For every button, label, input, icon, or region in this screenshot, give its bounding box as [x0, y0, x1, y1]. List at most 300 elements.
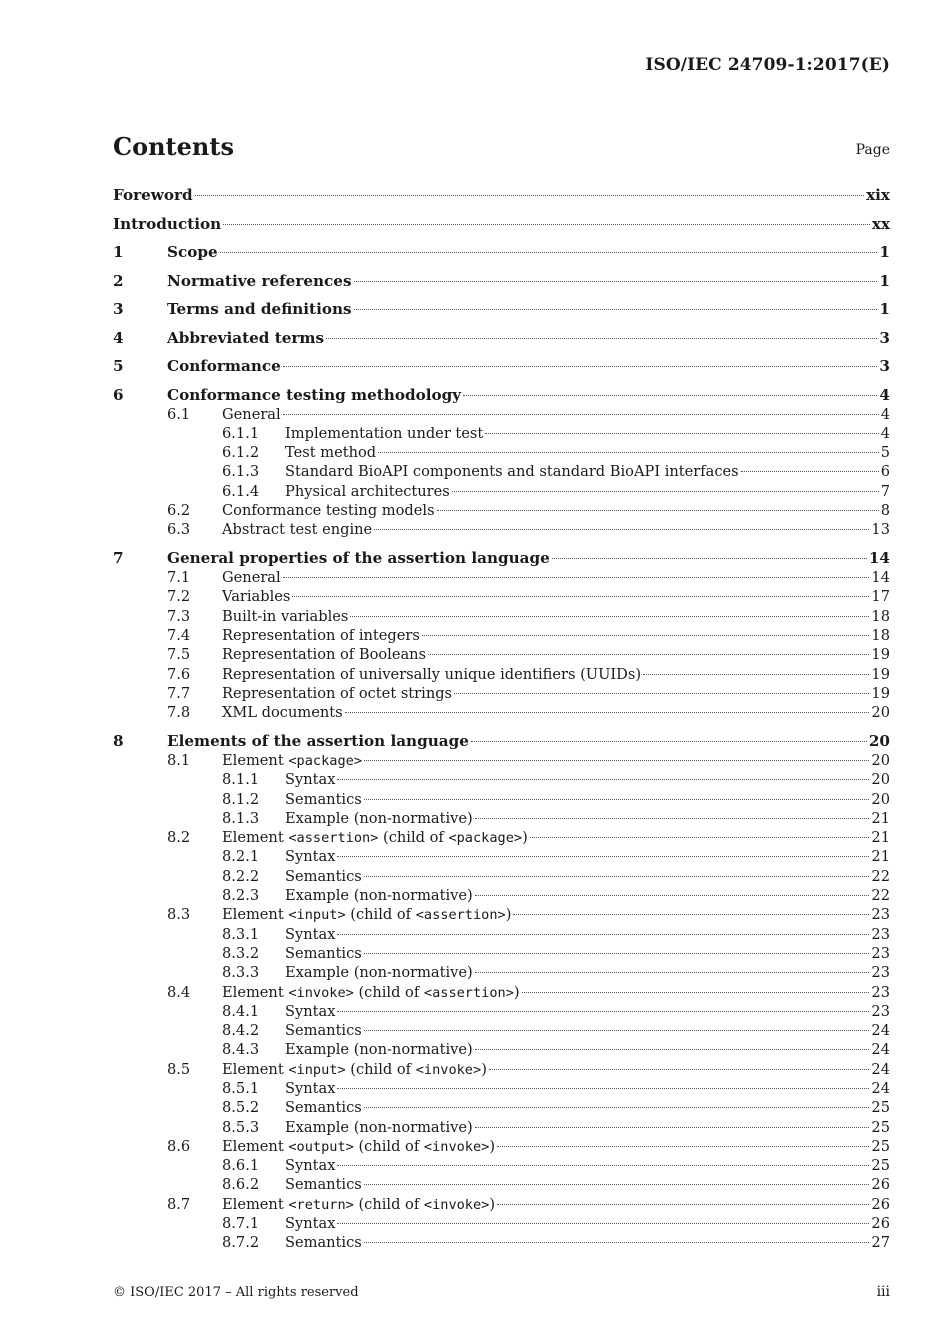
toc-entry[interactable]	[113, 1098, 890, 1117]
toc-entry-line	[167, 242, 890, 262]
toc-entry-page: 22	[871, 887, 890, 905]
toc-entry-page: 25	[871, 1099, 890, 1117]
toc-entry-title: Foreword	[113, 186, 193, 204]
toc-entry-line	[222, 501, 890, 520]
contents-heading: Contents	[113, 132, 234, 161]
toc-entry-line	[222, 520, 890, 539]
toc-entry-number: 8.6	[167, 1137, 191, 1155]
toc-entry-page: 21	[871, 848, 890, 866]
toc-entry-line	[285, 1079, 890, 1098]
code-element-name: <invoke>	[423, 1196, 490, 1213]
toc-entry[interactable]	[113, 299, 890, 319]
toc-entry-number: 8.5.2	[222, 1099, 260, 1117]
toc-entry[interactable]	[113, 520, 890, 539]
toc-entry-number: 8.2.2	[222, 867, 260, 885]
toc-entry-title: XML documents	[222, 704, 343, 722]
toc-entry[interactable]	[113, 665, 890, 684]
toc-title-text: (child of	[378, 829, 449, 847]
toc-entry-page: 14	[871, 569, 890, 587]
toc-entry-line	[285, 443, 890, 462]
toc-title-text: )	[522, 829, 528, 847]
toc-title-text: (child of	[353, 1195, 424, 1213]
toc-entry-number: 8.1.1	[222, 771, 260, 789]
toc-entry-number: 8	[113, 731, 124, 750]
toc-entry-title: General properties of the assertion language	[167, 549, 550, 568]
toc-entry-page: 23	[871, 964, 890, 982]
toc-entry[interactable]	[113, 482, 890, 501]
toc-entry-page: 19	[871, 646, 890, 664]
dot-leader	[364, 760, 869, 761]
toc-entry-title: Conformance testing models	[222, 501, 435, 519]
toc-title-text: (child of	[345, 1060, 416, 1078]
toc-title-text: Element	[222, 1137, 289, 1155]
toc-entry-title: Example (non-normative)	[285, 964, 473, 982]
toc-entry[interactable]	[113, 1156, 890, 1175]
dot-leader	[374, 529, 869, 530]
toc-entry-line	[285, 790, 890, 809]
copyright-notice: © ISO/IEC 2017 – All rights reserved	[113, 1285, 359, 1300]
toc-entry-number: 8.7.2	[222, 1234, 260, 1252]
toc-entry-page: 4	[880, 424, 890, 442]
toc-entry-line	[285, 944, 890, 963]
dot-leader	[345, 712, 870, 713]
toc-entry-line	[285, 770, 890, 789]
toc-title-text: )	[489, 1195, 496, 1213]
dot-leader	[364, 1107, 870, 1108]
toc-entry-number: 3	[113, 300, 124, 318]
toc-entry-line	[285, 424, 890, 443]
toc-entry-line	[222, 587, 890, 606]
toc-title-text: (child of	[345, 906, 416, 924]
dot-leader	[513, 914, 869, 915]
toc-entry-page: 20	[868, 731, 890, 750]
toc-entry-line	[285, 1040, 890, 1059]
toc-entry-number: 7.2	[167, 588, 191, 606]
toc-entry-title: Physical architectures	[285, 482, 450, 500]
toc-entry[interactable]	[113, 925, 890, 944]
toc-entry-page: 21	[871, 809, 890, 827]
toc-entry-number: 8.4	[167, 983, 191, 1001]
page-column-label: Page	[855, 142, 890, 158]
toc-entry-number: 8.3.3	[222, 964, 260, 982]
toc-entry[interactable]	[113, 770, 890, 789]
dot-leader	[497, 1146, 869, 1147]
toc-entry-title: General	[222, 405, 281, 423]
toc-entry[interactable]	[113, 905, 890, 924]
dot-leader	[223, 224, 870, 225]
toc-entry[interactable]	[113, 1233, 890, 1252]
toc-entry[interactable]	[113, 1118, 890, 1137]
dot-leader	[337, 856, 869, 857]
toc-entry[interactable]	[113, 1079, 890, 1098]
toc-entry[interactable]	[113, 443, 890, 462]
dot-leader	[364, 799, 870, 800]
toc-entry[interactable]	[113, 424, 890, 443]
toc-entry-line	[167, 328, 890, 348]
toc-entry-number: 7.5	[167, 646, 191, 664]
toc-entry-page: 23	[871, 925, 890, 943]
dot-leader	[354, 281, 878, 282]
toc-entry-title: Representation of Booleans	[222, 646, 427, 664]
toc-entry-line	[167, 299, 890, 319]
dot-leader	[471, 741, 867, 742]
toc-title-text: Element	[222, 1195, 289, 1213]
toc-entry-page: 8	[880, 501, 890, 519]
toc-entry-line	[222, 684, 890, 703]
dot-leader	[475, 972, 870, 973]
toc-entry-title: Abbreviated terms	[167, 328, 325, 347]
toc-entry-number: 8.2.1	[222, 848, 260, 866]
toc-entry-number: 8.3.2	[222, 944, 260, 962]
toc-entry-page: 6	[880, 463, 890, 481]
dot-leader	[326, 338, 877, 339]
toc-entry-page: 18	[871, 607, 890, 625]
dot-leader	[337, 1223, 869, 1224]
toc-entry-title: Abstract test engine	[222, 521, 373, 539]
dot-leader	[489, 1069, 870, 1070]
dot-leader	[337, 1011, 869, 1012]
toc-entry-title	[222, 983, 520, 1003]
toc-entry-page: 5	[880, 444, 890, 462]
toc-title-text: )	[513, 983, 520, 1001]
toc-entry-number: 8.5.1	[222, 1080, 260, 1097]
dot-leader	[337, 1165, 869, 1166]
code-element-name: <assertion>	[288, 830, 379, 847]
toc-entry-title: Example (non-normative)	[285, 1041, 473, 1059]
toc-entry-line	[167, 731, 890, 751]
toc-entry-line	[285, 1214, 890, 1233]
toc-entry-title: Syntax	[285, 925, 336, 943]
toc-entry-page: 27	[871, 1234, 890, 1252]
code-element-name: <package>	[288, 752, 363, 769]
toc-entry-number: 5	[113, 357, 124, 375]
dot-leader	[364, 953, 870, 954]
toc-entry-title	[222, 905, 511, 925]
toc-entry[interactable]	[113, 626, 890, 645]
code-element-name: <package>	[448, 830, 523, 847]
toc-entry[interactable]	[113, 185, 890, 205]
toc-entry-line	[222, 905, 890, 925]
toc-entry-title: Example (non-normative)	[285, 887, 473, 905]
toc-entry[interactable]	[113, 944, 890, 963]
toc-entry-title: Scope	[167, 243, 218, 261]
code-element-name: <invoke>	[423, 1138, 490, 1155]
toc-entry-page: 26	[871, 1215, 890, 1233]
toc-entry[interactable]	[113, 1137, 890, 1156]
toc-entry-page: xx	[871, 214, 890, 233]
toc-entry-number: 2	[113, 271, 124, 290]
toc-entry-number: 8.2.3	[222, 887, 260, 905]
toc-entry-line	[285, 963, 890, 982]
toc-entry[interactable]	[113, 271, 890, 291]
toc-entry[interactable]	[113, 1060, 890, 1079]
toc-entry[interactable]	[113, 983, 890, 1002]
toc-entry-number: 6.1.4	[222, 482, 260, 500]
toc-entry-number: 1	[113, 243, 124, 261]
page-number: iii	[876, 1284, 890, 1300]
toc-entry[interactable]	[113, 214, 890, 234]
dot-leader	[337, 779, 869, 780]
dot-leader	[741, 471, 879, 472]
toc-entry-title: Semantics	[285, 1099, 362, 1117]
dot-leader	[364, 1030, 870, 1031]
document-id: ISO/IEC 24709-1:2017(E)	[645, 55, 890, 75]
toc-entry-line	[167, 271, 890, 291]
toc-entry[interactable]	[113, 568, 890, 587]
toc-entry-number: 6	[113, 385, 124, 404]
toc-entry[interactable]	[113, 1002, 890, 1021]
toc-entry-line	[222, 665, 890, 684]
dot-leader	[292, 596, 869, 597]
toc-entry-page: 23	[871, 1002, 890, 1020]
toc-title-text: Element	[222, 906, 289, 924]
toc-entry-page: 19	[871, 665, 890, 683]
toc-entry-page: 14	[868, 549, 890, 568]
dot-leader	[475, 1049, 870, 1050]
toc-entry-title	[222, 1195, 495, 1215]
toc-entry-line	[285, 1233, 890, 1252]
dot-leader	[475, 1127, 870, 1128]
dot-leader	[283, 366, 878, 367]
toc-entry-line	[285, 482, 890, 501]
dot-leader	[364, 1242, 870, 1243]
toc-entry-title: Representation of octet strings	[222, 684, 453, 702]
toc-entry-page: 19	[871, 684, 890, 702]
toc-entry[interactable]	[113, 963, 890, 982]
dot-leader	[485, 433, 878, 434]
toc-entry-number: 8.1	[167, 751, 191, 769]
toc-entry-page: 23	[871, 944, 890, 962]
toc-entry[interactable]	[113, 867, 890, 886]
toc-entry-line	[167, 385, 890, 405]
toc-entry[interactable]	[113, 828, 890, 847]
toc-entry-number: 6.3	[167, 521, 191, 539]
dot-leader	[437, 510, 879, 511]
toc-entry-line	[222, 828, 890, 848]
toc-entry-title: General	[222, 569, 281, 587]
dot-leader	[195, 195, 865, 196]
dot-leader	[283, 414, 879, 415]
code-element-name: <output>	[288, 1138, 354, 1155]
toc-entry-number: 8.7.1	[222, 1215, 260, 1233]
toc-entry-number: 8.5	[167, 1060, 191, 1078]
toc-entry-line	[222, 607, 890, 626]
toc-entry[interactable]	[113, 1021, 890, 1040]
toc-entry-title: Elements of the assertion language	[167, 731, 469, 750]
dot-leader	[364, 1184, 870, 1185]
toc-entry-page: 22	[871, 867, 890, 885]
toc-entry-page: 20	[871, 704, 890, 722]
toc-entry-line	[222, 983, 890, 1003]
toc-entry-line	[285, 1098, 890, 1117]
dot-leader	[283, 577, 870, 578]
dot-leader	[350, 616, 869, 617]
toc-entry[interactable]	[113, 809, 890, 828]
toc-title-text: Element	[222, 983, 289, 1001]
toc-entry-title	[222, 1060, 487, 1080]
toc-title-text: Element	[222, 829, 289, 847]
dot-leader	[552, 558, 867, 559]
toc-entry-line	[113, 185, 890, 205]
toc-entry-title: Syntax	[285, 771, 336, 789]
toc-entry[interactable]	[113, 886, 890, 905]
toc-entry[interactable]	[113, 1040, 890, 1059]
toc-entry-title: Test method	[285, 444, 377, 462]
toc-entry-page: 23	[871, 906, 890, 924]
dot-leader	[530, 837, 870, 838]
toc-entry[interactable]	[113, 501, 890, 520]
toc-entry[interactable]	[113, 751, 890, 770]
toc-entry-number: 7.8	[167, 704, 191, 722]
toc-entry-line	[222, 645, 890, 664]
toc-entry-title: Semantics	[285, 1234, 362, 1252]
toc-entry-title: Syntax	[285, 848, 336, 866]
toc-entry[interactable]	[113, 645, 890, 664]
toc-title-text: Element	[222, 751, 289, 769]
toc-entry-title: Syntax	[285, 1215, 336, 1233]
toc-entry-title: Implementation under test	[285, 424, 484, 442]
code-element-name: <input>	[288, 1061, 346, 1078]
toc-entry-title: Syntax	[285, 1002, 336, 1020]
toc-entry[interactable]	[113, 462, 890, 481]
toc-entry-title: Normative references	[167, 271, 352, 290]
toc-entry[interactable]	[113, 1195, 890, 1214]
toc-entry-title: Standard BioAPI components and standard BioAPI interfaces	[285, 463, 739, 481]
toc-entry[interactable]	[113, 242, 890, 262]
toc-entry-page: 23	[871, 983, 890, 1001]
toc-entry[interactable]	[113, 703, 890, 722]
toc-entry-title: Syntax	[285, 1080, 336, 1097]
toc-entry-number: 6.1.2	[222, 444, 260, 462]
toc-entry-number: 8.5.3	[222, 1118, 260, 1136]
toc-entry-number: 8.6.1	[222, 1157, 260, 1175]
toc-entry-title	[222, 1137, 495, 1157]
dot-leader	[643, 674, 869, 675]
toc-entry-title	[222, 828, 528, 848]
dot-leader	[497, 1204, 869, 1205]
toc-entry-page: 24	[871, 1060, 890, 1078]
toc-entry-number: 8.1.3	[222, 809, 260, 827]
dot-leader	[522, 992, 870, 993]
toc-entry[interactable]	[113, 607, 890, 626]
toc-entry[interactable]	[113, 548, 890, 568]
dot-leader	[337, 1088, 869, 1089]
dot-leader	[428, 654, 869, 655]
toc-entry-page: 4	[880, 405, 890, 423]
toc-entry-number: 8.4.2	[222, 1022, 260, 1040]
toc-entry-page: 1	[879, 300, 890, 318]
toc-entry-page: 25	[871, 1157, 890, 1175]
toc-entry-title: Semantics	[285, 1176, 362, 1194]
toc-entry-page: 26	[871, 1176, 890, 1194]
toc-entry-line	[285, 867, 890, 886]
toc-title-text: (child of	[353, 1137, 424, 1155]
toc-entry-line	[285, 1002, 890, 1021]
code-element-name: <input>	[288, 907, 346, 924]
toc-entry-page: 20	[871, 790, 890, 808]
toc-entry-title	[222, 751, 362, 771]
toc-entry[interactable]	[113, 1214, 890, 1233]
code-element-name: <invoke>	[415, 1061, 482, 1078]
toc-entry[interactable]	[113, 356, 890, 376]
toc-entry[interactable]	[113, 405, 890, 424]
toc-entry-title: Introduction	[113, 214, 222, 233]
toc-entry[interactable]	[113, 328, 890, 348]
toc-entry-title: Syntax	[285, 1157, 336, 1175]
dot-leader	[337, 934, 869, 935]
toc-entry-title: Conformance testing methodology	[167, 385, 462, 404]
toc-entry-title: Semantics	[285, 867, 362, 885]
toc-title-text: (child of	[353, 983, 424, 1001]
dot-leader	[452, 491, 879, 492]
toc-entry-line	[222, 703, 890, 722]
toc-entry-number: 6.1	[167, 405, 191, 423]
toc-entry-line	[222, 751, 890, 771]
toc-entry-number: 8.1.2	[222, 790, 260, 808]
dot-leader	[354, 309, 878, 310]
toc-entry[interactable]	[113, 1175, 890, 1194]
toc-entry-number: 8.3	[167, 906, 191, 924]
toc-entry-number: 6.1.1	[222, 424, 260, 442]
toc-entry-page: xix	[866, 186, 890, 204]
toc-entry-title: Built-in variables	[222, 607, 349, 625]
toc-entry-line	[285, 886, 890, 905]
toc-entry-page: 7	[880, 482, 890, 500]
toc-entry-line	[285, 462, 890, 481]
toc-entry-page: 4	[879, 385, 890, 404]
toc-entry-page: 21	[871, 829, 890, 847]
toc-entry-line	[167, 356, 890, 376]
toc-entry-page: 25	[871, 1118, 890, 1136]
toc-entry-line	[222, 568, 890, 587]
toc-entry-number: 7	[113, 549, 124, 568]
toc-entry-number: 7.1	[167, 569, 191, 587]
toc-entry-number: 4	[113, 328, 124, 347]
dot-leader	[220, 252, 878, 253]
toc-entry-page: 3	[879, 357, 890, 375]
dot-leader	[454, 693, 869, 694]
toc-entry-page: 1	[879, 243, 890, 261]
toc-entry-page: 20	[871, 751, 890, 769]
toc-entry-number: 6.2	[167, 501, 191, 519]
code-element-name: <assertion>	[423, 984, 514, 1001]
toc-entry-number: 8.4.1	[222, 1002, 260, 1020]
toc-entry[interactable]	[113, 790, 890, 809]
dot-leader	[463, 395, 877, 396]
toc-entry[interactable]	[113, 731, 890, 751]
toc-entry[interactable]	[113, 847, 890, 866]
toc-entry-title: Semantics	[285, 944, 362, 962]
toc-entry-page: 24	[871, 1022, 890, 1040]
toc-entry-page: 26	[871, 1195, 890, 1213]
toc-entry-title: Example (non-normative)	[285, 809, 473, 827]
toc-entry-number: 8.3.1	[222, 925, 260, 943]
toc-entry[interactable]	[113, 684, 890, 703]
toc-entry-page: 17	[871, 588, 890, 606]
toc-entry-title: Semantics	[285, 790, 362, 808]
code-element-name: <invoke>	[288, 984, 354, 1001]
toc-entry-line	[222, 1060, 890, 1080]
toc-entry-title: Conformance	[167, 357, 281, 375]
toc-entry-title: Representation of integers	[222, 626, 420, 644]
toc-entry-number: 8.6.2	[222, 1176, 260, 1194]
toc-entry-number: 8.2	[167, 829, 191, 847]
toc-entry[interactable]	[113, 587, 890, 606]
toc-entry-number: 7.3	[167, 607, 191, 625]
toc-entry[interactable]	[113, 385, 890, 405]
toc-entry-number: 8.4.3	[222, 1041, 260, 1059]
toc-entry-number: 7.6	[167, 665, 191, 683]
